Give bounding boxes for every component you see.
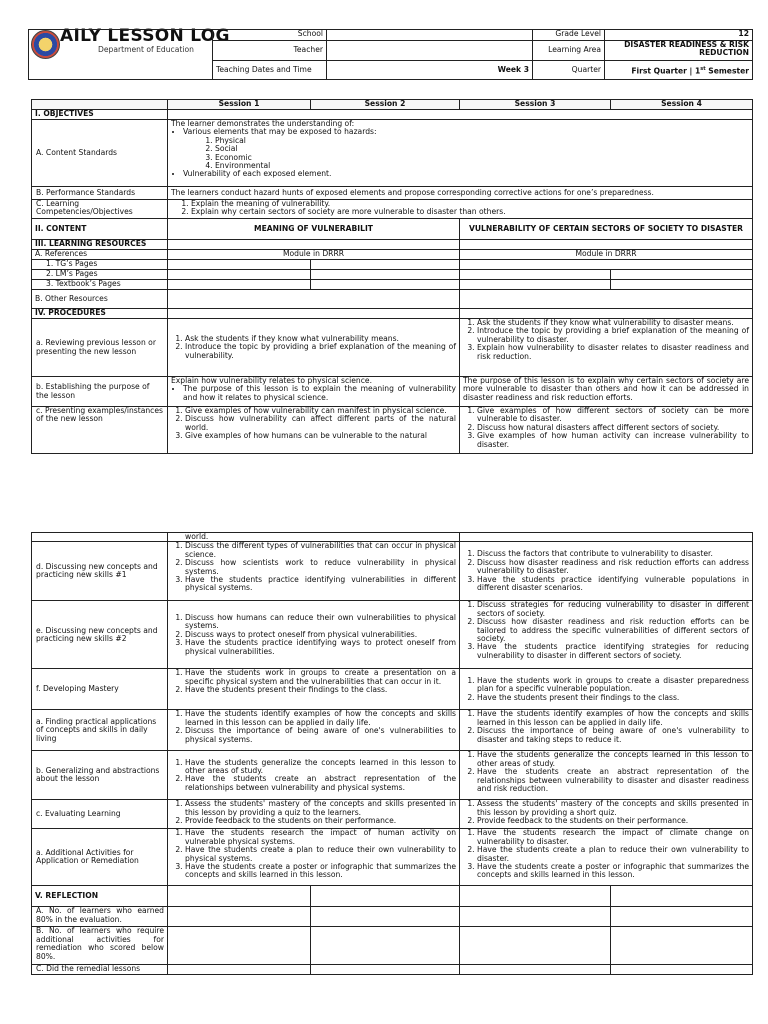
learning-resources-heading: III. LEARNING RESOURCES [32,240,168,250]
lm-pages-label: 2. LM’s Pages [32,270,168,280]
performance-standards-text: The learners conduct hazard hunts of exposed elements and propose corresponding corrective actions for one’s preparedness. [168,187,753,200]
competencies-label: C. Learning Competencies/Objectives [32,200,168,219]
proc-j-right: 1. Have the students research the impact of climate change on vulnerability to disaster. 2. Have the students create a plan to reduce their own vulnerability to disaster. 3. Have the students create a poster or infographic that summarizes the concepts and skills learned in this lesson. [460,829,753,886]
reflection-c-label: C. Did the remedial lessons [32,965,168,974]
tg-pages-label: 1. TG’s Pages [32,260,168,270]
proc-a-left: 1. Ask the students if they know what vulnerability means. 2. Introduce the topic by providing a brief explanation of the meaning of vulnerability. [168,319,460,377]
school-value [327,30,533,41]
header-info-table [28,29,753,80]
proc-a-right: 1. Ask the students if they know what vulnerability to disaster means. 2. Introduce the topic by providing a brief explanation of the meaning of vulnerability to disaster. 3. Explain how vulnerability to disaster relates to disaster readiness and risk reduction. [460,319,753,377]
module-right: Module in DRRR [460,250,753,260]
proc-g-label: a. Finding practical applications of concepts and skills in daily living [32,710,168,751]
logo-cell [29,30,213,80]
content-standards-label: A. Content Standards [32,120,168,187]
proc-c-left-continued: world. [168,533,460,542]
session-3-header: Session 3 [460,100,611,110]
content-right-topic: VULNERABILITY OF CERTAIN SECTORS OF SOCIETY TO DISASTER [460,219,753,240]
proc-j-label: a. Additional Activities for Application or Remediation [32,829,168,886]
proc-c-right: 1. Give examples of how different sectors of society can be more vulnerable to disaster. 2. Discuss how natural disasters affect different sectors of society. 3. Give examples of how human activity can increase vulnerability to disaster. [460,407,753,454]
proc-g-left: 1. Have the students identify examples of how the concepts and skills learned in this lesson can be applied in daily life. 2. Discuss the importance of being aware of one's vulnerabilities to physical systems. [168,710,460,751]
quarter-label: Quarter [533,61,605,80]
proc-e-left: 1. Discuss how humans can reduce their own vulnerabilities to physical systems. 2. Discuss ways to protect oneself from physical vulnerabilities. 3. Have the students practice identifying ways to protect oneself from physical vulnerabilities. [168,601,460,669]
session-2-header: Session 2 [311,100,460,110]
proc-g-right: 1. Have the students identify examples of how the concepts and skills learned in this lesson can be applied in daily life. 2. Discuss the importance of being aware of one's vulnerability to disaster and taking steps to reduce it. [460,710,753,751]
procedures-heading: IV. PROCEDURES [32,309,168,319]
proc-h-left: 1. Have the students generalize the concepts learned in this lesson to other areas of study. 2. Have the students create an abstract representation of the relationships between vulnerability and physical systems. [168,751,460,800]
proc-h-label: b. Generalizing and abstractions about the lesson [32,751,168,800]
content-heading: II. CONTENT [32,219,168,240]
proc-c-label: c. Presenting examples/instances of the new lesson [32,407,168,454]
school-label: School [213,30,327,41]
lesson-table-page2 [31,532,753,975]
content-left-topic: MEANING OF VULNERABILIT [168,219,460,240]
competencies-list: 1. Explain the meaning of vulnerability. 2. Explain why certain sectors of society are more vulnerable to disaster than others. [168,200,753,219]
proc-f-label: f. Developing Mastery [32,669,168,710]
references-label: A. References [32,250,168,260]
objectives-heading: I. OBJECTIVES [32,110,168,120]
daily-lesson-log-title: AILY LESSON LOG [60,26,230,46]
proc-e-label: e. Discussing new concepts and practicing new skills #2 [32,601,168,669]
proc-f-left: 1. Have the students work in groups to create a presentation on a specific physical system and the vulnerabilities that can occur in it. 2. Have the students present their findings to the class. [168,669,460,710]
content-standards-text: The learner demonstrates the understanding of: • Various elements that may be exposed to hazards: 1. Physical 2. Social 3. Economic 4. Environmental • Vulnerability of each exposed element. [168,120,753,187]
proc-a-label: a. Reviewing previous lesson or presenting the new lesson [32,319,168,377]
week-value: Week 3 [327,61,533,80]
proc-i-left: 1. Assess the students' mastery of the concepts and skills presented in this lesson by providing a quiz to the learners. 2. Provide feedback to the students on their performance. [168,800,460,829]
reflection-heading: V. REFLECTION [32,886,168,907]
session-1-header: Session 1 [168,100,311,110]
reflection-a-label: A. No. of learners who earned 80% in the evaluation. [32,907,168,927]
teaching-dates-label: Teaching Dates and Time [213,61,327,80]
proc-d-label: d. Discussing new concepts and practicing new skills #1 [32,542,168,601]
proc-j-left: 1. Have the students research the impact of human activity on vulnerable physical systems. 2. Have the students create a plan to reduce their own vulnerability to physical systems. 3. Have the students create a poster or infographic that summarizes the concepts and skills learned in this lesson. [168,829,460,886]
proc-f-right: 1. Have the students work in groups to create a disaster preparedness plan for a specific vulnerable population. 2. Have the students present their findings to the class. [460,669,753,710]
proc-i-label: c. Evaluating Learning [32,800,168,829]
proc-h-right: 1. Have the students generalize the concepts learned in this lesson to other areas of study. 2. Have the students create an abstract representation of the relationships between vulnerability to disaster and disaster readiness and risk reduction. [460,751,753,800]
other-resources-label: B. Other Resources [32,290,168,309]
proc-b-left: Explain how vulnerability relates to physical science. • The purpose of this lesson is to explain the meaning of vulnerability and how it relates to physical science. [168,377,460,407]
proc-i-right: 1. Assess the students' mastery of the concepts and skills presented in this lesson by providing a short quiz. 2. Provide feedback to the students on their performance. [460,800,753,829]
teacher-value [327,41,533,61]
proc-c-left: 1. Give examples of how vulnerability can manifest in physical science. 2. Discuss how vulnerability can affect different parts of the natural world. 3. Give examples of how humans can be vulnerable to the natural [168,407,460,454]
module-left: Module in DRRR [168,250,460,260]
quarter-value: First Quarter | 1st Semester [605,61,753,80]
proc-b-right: The purpose of this lesson is to explain why certain sectors of society are more vulnerable to disaster than others and how it can be addressed in disaster readiness and risk reduction efforts. [460,377,753,407]
proc-e-right: 1. Discuss strategies for reducing vulnerability to disaster in different sectors of society. 2. Discuss how disaster readiness and risk reduction efforts can be tailored to address the specific vulnerabilities of different sectors of society. 3. Have the students practice identifying strategies for reducing vulnerability to disaster in different sectors of society. [460,601,753,669]
reflection-b-label: B. No. of learners who require additional activities for remediation who scored below 80%. [32,927,168,965]
learning-area-label: Learning Area [533,41,605,61]
proc-d-left: 1. Discuss the different types of vulnerabilities that can occur in physical science. 2. Discuss how scientists work to reduce vulnerability in physical systems. 3. Have the students practice identifying vulnerabilities in different physical systems. [168,542,460,601]
proc-b-label: b. Establishing the purpose of the lesson [32,377,168,407]
grade-level-value: 12 [605,30,753,41]
department-name: Department of Education [98,45,194,54]
lesson-table-page1 [31,99,753,454]
performance-standards-label: B. Performance Standards [32,187,168,200]
grade-level-label: Grade Level [533,30,605,41]
proc-d-right: 1. Discuss the factors that contribute to vulnerability to disaster. 2. Discuss how disaster readiness and risk reduction efforts can address vulnerability to disaster. 3. Have the students practice identifying vulnerable populations in different disaster scenarios. [460,542,753,601]
learning-area-value: DISASTER READINESS & RISK REDUCTION [605,41,753,61]
session-4-header: Session 4 [611,100,753,110]
teacher-label: Teacher [213,41,327,61]
textbook-pages-label: 3. Textbook’s Pages [32,280,168,290]
